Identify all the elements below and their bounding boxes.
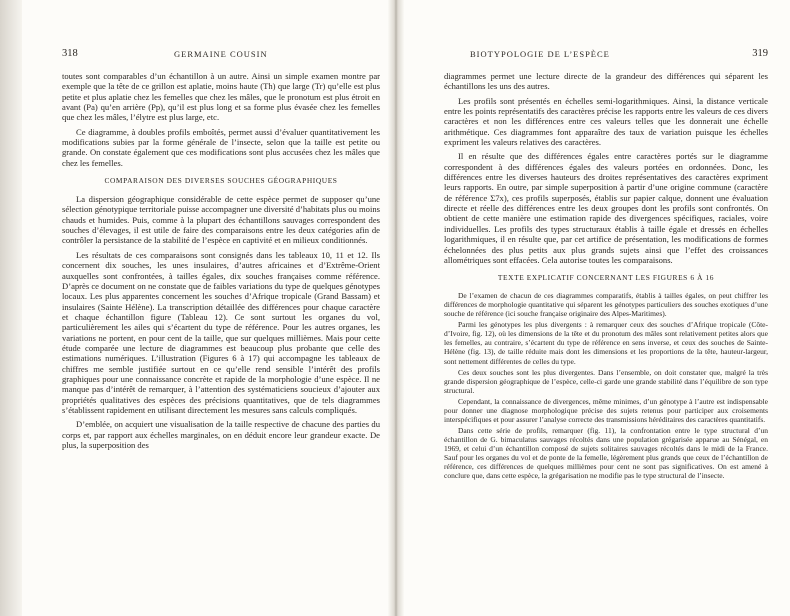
page-number: 319 [752,48,768,59]
paragraph: Cependant, la connaissance de divergences, même minimes, d’un génotype à l’autre est indispensable pour donner une diagnose morphologique précise des sujets retenus pour participer aux croisements interspécifiques et pour assurer l’analyse correcte des transmissions héréditaires des caractères quantitatifs. [444,396,768,424]
right-page-body [444,71,768,482]
paragraph: Les profils sont présentés en échelles semi-logarithmiques. Ainsi, la distance verticale entre les points représentatifs des caractères précise les rapports entre les valeurs de ces divers caractères et non les différences entre ces valeurs telles que les donnerait une échelle arithmétique. Ces diagrammes font apparaître des taux de variation puisque les échelles expriment les valeurs relatives des caractères. [444,95,768,148]
book-gutter [388,0,404,616]
left-page [22,0,388,616]
right-page [404,0,790,616]
paragraph: De l’examen de chacun de ces diagrammes comparatifs, établis à tailles égales, on peut chiffrer les différences de morphologie quantitative qui séparent les génotypes particuliers des souches exotiques d’une souche de référence (ici souche française originaire des Alpes-Maritimes). [444,291,768,319]
running-head: BIOTYPOLOGIE DE L’ESPÈCE [470,49,610,59]
section-heading: COMPARAISON DES DIVERSES SOUCHES GÉOGRAPHIQUES [104,176,338,186]
paragraph: Ces deux souches sont les plus divergentes. Dans l’ensemble, on doit constater que, malgré la très grande dispersion géographique de l’espèce, celle-ci garde une grande stabilité dans l’équilibre de son type structural. [444,367,768,395]
paragraph: Ce diagramme, à doubles profils emboîtés, permet aussi d’évaluer quantitativement les modifications subies par la forme générale de l’insecte, selon que la taille est petite ou grande. On constate également que ces modifications sont plus accusées chez les mâles que chez les femelles. [62,126,380,168]
paragraph: Il en résulte que des différences égales entre caractères portés sur le diagramme correspondent à des différences égales des valeurs portées en ordonnées. Donc, les différences entre les diverses hauteurs des droites représentatives des caractères expriment leurs rapports. En outre, par simple superposition à partir d’une origine commune (caractère de référence Σ7x), ces profils superposés, établis sur papier calque, donnent une évaluation directe et réelle des différences entre les deux groupes dont les profils sont confrontés. On obtient de cette manière une estimation rapide des divergences spécifiques, raciales, voire individuelles. Les profils des types structuraux établis à taille égale et dressés en échelles logarithmiques, il en résulte que, par cet artifice de présentation, les modifications de formes échelonnées des plus petits aux plus grands sujets ainsi que l’effet des croissances allométriques sont effacées. Cela autorise toutes les comparaisons. [444,151,768,265]
running-head: GERMAINE COUSIN [174,49,268,59]
paragraph: La dispersion géographique considérable de cette espèce permet de supposer qu’une sélection génotypique territoriale puisse accompagner une diversité d’habitats plus ou moins chauds et humides. Puis, comme à la plupart des échantillons sauvages correspondent des souches d’élevages, il est utile de faire des comparaisons entre les deux catégories afin de contrôler la persistance de la stabilité de l’espèce en captivité et en milieux conditionnés. [62,194,380,246]
paragraph: Les résultats de ces comparaisons sont consignés dans les tableaux 10, 11 et 12. Ils concernent dix souches, les unes insulaires, d’autres africaines et d’Extrême-Orient auxquelles sont confrontées, à tailles égales, dix souches françaises comme référence. D’après ce document on ne constate que de faibles variations du type de quelques génotypes locaux. Les plus apparentes concernent les souches d’Afrique tropicale (Grand Bassam) et insulaires (Sainte Hélène). La transcription détaillée des différences pour chaque caractère et chaque échantillon figure (Tableau 12). Ce sont surtout les organes du vol, particulièrement les ailes qui s’écartent du type de référence. Pour les autres organes, les variations ne portent, en pour cent de la taille, que sur quelques millièmes. Mais pour cette étude comparée une lecture de diagrammes est beaucoup plus probante que celle des estimations numériques. L’illustration (Figures 6 à 17) qui accompagne les tableaux de chiffres me semble justifiée surtout en ce qu’elle rend sensible l’intérêt des profils graphiques pour une connaissance concrète et rapide de la morphologie d’une espèce. Il ne manque pas d’intérêt de remarquer, à l’attention des systématiciens soucieux d’ajouter aux propriétés qualitatives des espèces des précisions quantitatives, que de tels diagrammes s’établissent rapidement en utilisant directement les mesures sans calculs compliqués. [62,249,380,415]
paragraph: diagrammes permet une lecture directe de la grandeur des différences qui séparent les échantillons les uns des autres. [444,71,768,92]
paragraph: Dans cette série de profils, remarquer (fig. 11), la confrontation entre le type structural d’un échantillon de G. bimaculatus sauvages récoltés dans une population grégarisée apparue au Sénégal, en 1969, et celui d’un échantillon composé de sujets solitaires sauvages récoltés dans le midi de la France. Sauf pour les organes du vol et de ponte de la femelle, légèrement plus grands que ceux de l’échantillon de référence, ces différences de quelques millièmes pour cent ne sont pas significatives. On est amené à conclure que, dans cette espèce, la grégarisation ne modifie pas le type structural de l’insecte. [444,425,768,481]
right-page-header [444,48,768,60]
paragraph: D’emblée, on acquiert une visualisation de la taille respective de chacune des parties du corps et, par rapport aux échelles marginales, on en déduit encore leur grandeur exacte. De plus, la superposition des [62,419,380,450]
paragraph: toutes sont comparables d’un échantillon à un autre. Ainsi un simple examen montre par exemple que la tête de ce grillon est aplatie, moins haute (Th) que large (Tr) qu’elle est plus petite et plus aplatie chez les femelles que chez les mâles, que le pronotum est plus étroit en avant (Pa) qu’en arrière (Pp), qu’il est plus long et sa forme plus évasée chez les femelles que chez les mâles, l’élytre est plus large, etc. [62,71,380,123]
page-edge-shadow [0,0,22,616]
page-number: 318 [62,48,78,59]
paragraph: Parmi les génotypes les plus divergents : à remarquer ceux des souches d’Afrique tropicale (Côte-d’Ivoire, fig. 12), où les dimensions de la tête et du pronotum des mâles sont relativement petites alors que les femelles, au contraire, s’écartent du type de référence en sens inverse, et ceux des souches de Sainte-Hélène (fig. 13), de taille réduite mais dont les dimensions et les proportions de la tête, hauteur-largeur, sont nettement différentes de celles du type. [444,320,768,366]
left-page-body [62,71,380,454]
section-heading: TEXTE EXPLICATIF CONCERNANT LES FIGURES 6 À 16 [497,273,715,283]
left-page-header [62,48,380,60]
